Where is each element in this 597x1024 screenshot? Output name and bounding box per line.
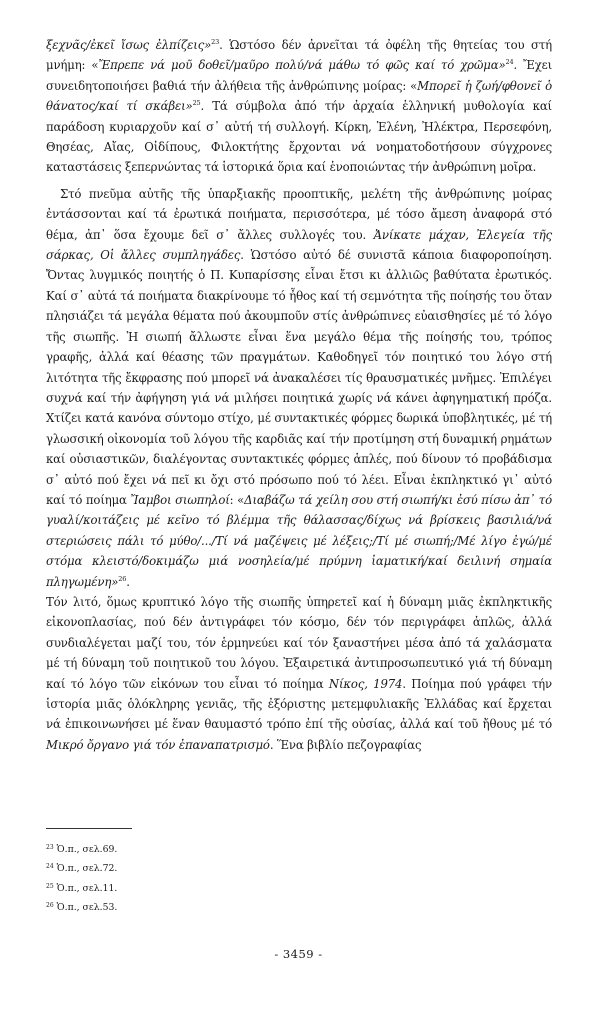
text-run: . Ἔχει συνειδητοποιήσει βαθιά τήν ἀλήθεια τῆς ἀνθρώπινης μοίρας: « (46, 58, 552, 93)
footnote (46, 878, 346, 897)
footnote-number: 24 (46, 863, 54, 871)
text-run: Στό πνεῦμα αὐτῆς τῆς ὑπαρξιακῆς προοπτικῆς, μελέτη τῆς ἀνθρώπινης μοίρας ἐντάσσονται καί τά ἐρωτικά ποιήματα, περισσότερα, μέ τόσο ἄμεση ἀναφορά στό θέμα, ἀπ᾽ ὅσα ἔχουμε δεῖ σ᾽ ἄλλες συλλογές του. (46, 186, 552, 242)
footnote-text: Ὁ.π., σελ.72. (56, 863, 118, 875)
italic-text: Νίκος, 1974 (328, 676, 403, 691)
italic-text: Ἔπρεπε νά μοῦ δοθεῖ/μαῦρο πολύ/νά μάθω τό φῶς καί τό χρῶμα» (98, 58, 506, 73)
text-run: . Ὡστόσο αὐτό δέ συνιστᾶ κάποια διαφοροποίηση. Ὄντας λυγμικός ποιητής ὁ Π. Κυπαρίσσης εἶναι ἔτσι κι ἀλλιῶς βαθύτατα ἐρωτικός. Καί σ᾽ αὐτά τά ποιήματα διακρίνουμε τό ἦθος καί τή σεμνότητα τῆς ποίησής του ὅταν πλησιάζει τά μεγάλα θέματα πού ἀκουμποῦν στίς ἀνθρώπινες εὐαισθησίες μέ τό λόγο τῆς σιωπῆς. Ἡ σιωπή ἄλλωστε εἶναι ἕνα μεγάλο θέμα τῆς ποίησής του, τρόπος γραφῆς, ἀλλά καί θέασης τῶν πραγμάτων. Καθοδηγεῖ τόν ποιητικό του λόγο στή λιτότητα τῆς ἔκφρασης πού μπορεῖ νά ἀνακαλέσει τίς θραυσματικές μνῆμες. Ἐπιλέγει συχνά καί τήν ἀφήγηση γιά νά μιλήσει ποιητικά χωρίς νά κάνει ἀφηγηματική πρόζα. Χτίζει κατά κανόνα σύντομο στίχο, μέ συντακτικές φόρμες δωρικά ὑποβλητικές, μέ τή γλωσσική οἰκονομία τοῦ λόγου τῆς καρδιᾶς καί τήν προτίμηση στή δυναμική ρημάτων καί οὐσιαστικῶν, διαλέγοντας συντακτικές φόρμες ἁπλές, πού δίνουν τό προβάδισμα σ᾽ αὐτό πού ἔχει νά πεῖ κι ὄχι στό πρόσωπο πού τό λέει. Εἶναι ἐκπληκτικό γι᾽ αὐτό καί τό ποίημα (46, 248, 552, 507)
text-run: . Ποίημα πού γράφει τήν ἱστορία μιᾶς ὁλόκληρης γενιᾶς, τῆς ἐξόριστης μετεμφυλιακῆς Ἑλλάδας καί ἔρχεται νά ἐπικοινωνήσει μέ ἕναν θαυμαστό τρόπο ἐπί τῆς οὐσίας, ἀλλά καί τοῦ ἤθους μέ τό (46, 676, 552, 732)
footnote-number: 26 (46, 902, 54, 910)
italic-text: Διαβάζω τά χείλη σου στή σιωπή/κι ἐσύ πίσω ἀπ᾽ τό γυαλί/κοιτάζεις μέ κεῖνο τό βλέμμα τῆς θάλασσας/δίχως νά βρίσκεις βασιλιά/νά στεριώσεις πάλι τό μύθο/.../Τί νά μαζέψεις μέ λέξεις;/Τί μέ σιωπή;/Μέ λίγο ἐγώ/μέ στόμα κλειστό/δοκιμάζω μιά νοσηλεία/μέ πρύμνη ἰαματική/καί δειλινή σημαία πληγωμένη» (46, 492, 553, 589)
text-run: : « (229, 492, 245, 507)
page-number: - 3459 - (274, 947, 323, 961)
text-run: . Ὡστόσο δέν ἀρνεῖται τά ὀφέλη τῆς θητείας του στή μνήμη: « (46, 38, 553, 73)
italic-text: Ἴαμβοι σιωπηλοί (130, 492, 230, 507)
footnote (46, 858, 346, 877)
italic-text: Μικρό ὄργανο γιά τόν ἐπαναπατρισμό (46, 737, 270, 752)
footnote-reference: 23 (211, 38, 220, 46)
italic-text: ξεχνᾶς/ἐκεῖ ἴσως ἐλπίζεις» (46, 38, 212, 52)
italic-text: Ἀνίκατε μάχαν, Ἐλεγεία τῆς σάρκας, Οἱ ἄλλες συμπληγάδες (46, 227, 552, 263)
footnote-reference: 26 (118, 574, 127, 583)
footnote-text: Ὁ.π., σελ.69. (56, 844, 118, 855)
footnote (46, 897, 346, 916)
italic-text: Μπορεῖ ἡ ζωή/φθονεῖ ὁ θάνατος/καί τί σκάβει» (46, 78, 552, 114)
footnote-reference: 24 (505, 58, 514, 67)
text-run: . (126, 574, 130, 589)
footnote (46, 839, 346, 858)
footnote-divider (46, 828, 132, 829)
paragraph (46, 35, 552, 178)
footnote-number: 25 (46, 882, 54, 890)
paragraph (46, 592, 552, 755)
paragraph (46, 184, 552, 592)
text-run: . Ἕνα βιβλίο πεζογραφίας (269, 737, 422, 752)
footnote-reference: 25 (192, 99, 201, 108)
footnote-text: Ὁ.π., σελ.11. (56, 882, 118, 894)
footnote-number: 23 (46, 844, 54, 851)
text-run: . Τά σύμβολα ἀπό τήν ἀρχαία ἑλληνική μυθολογία καί παράδοση κυριαρχοῦν καί σ᾽ αὐτή τή συλλογή. Κίρκη, Ἑλένη, Ἠλέκτρα, Περσεφόνη, Θησέας, Αἴας, Οἰδίπους, Φιλοκτήτης ἔρχονται νά νοηματοδοτήσουν σύγχρονες καταστάσεις ξεπερνώντας τά ἱστορικά ὅρια καί ἑνοποιώντας τήν ἀνθρώπινη μοῖρα. (46, 99, 552, 175)
text-run: Τόν λιτό, ὅμως κρυπτικό λόγο τῆς σιωπῆς ὑπηρετεῖ καί ἡ δύναμη μιᾶς ἐκπληκτικῆς εἰκονοπλασίας, πού δέν ἀντιγράφει τόν κόσμο, δέν τόν περιγράφει ἁπλῶς, ἀλλά συνδιαλέγεται μαζί του, τόν ἑρμηνεύει καί τόν ξαναστήνει μέσα ἀπό τά χαλάσματα μέ τή δύναμη τοῦ ποιητικοῦ του λόγου. Ἐξαιρετικά ἀντιπροσωπευτικό γιά τή δύναμη καί τό λόγο τῶν εἰκόνων του εἶναι τό ποίημα (46, 594, 552, 691)
footnote-text: Ὁ.π., σελ.53. (56, 902, 118, 914)
footnotes (46, 839, 346, 917)
body-text (46, 35, 552, 755)
